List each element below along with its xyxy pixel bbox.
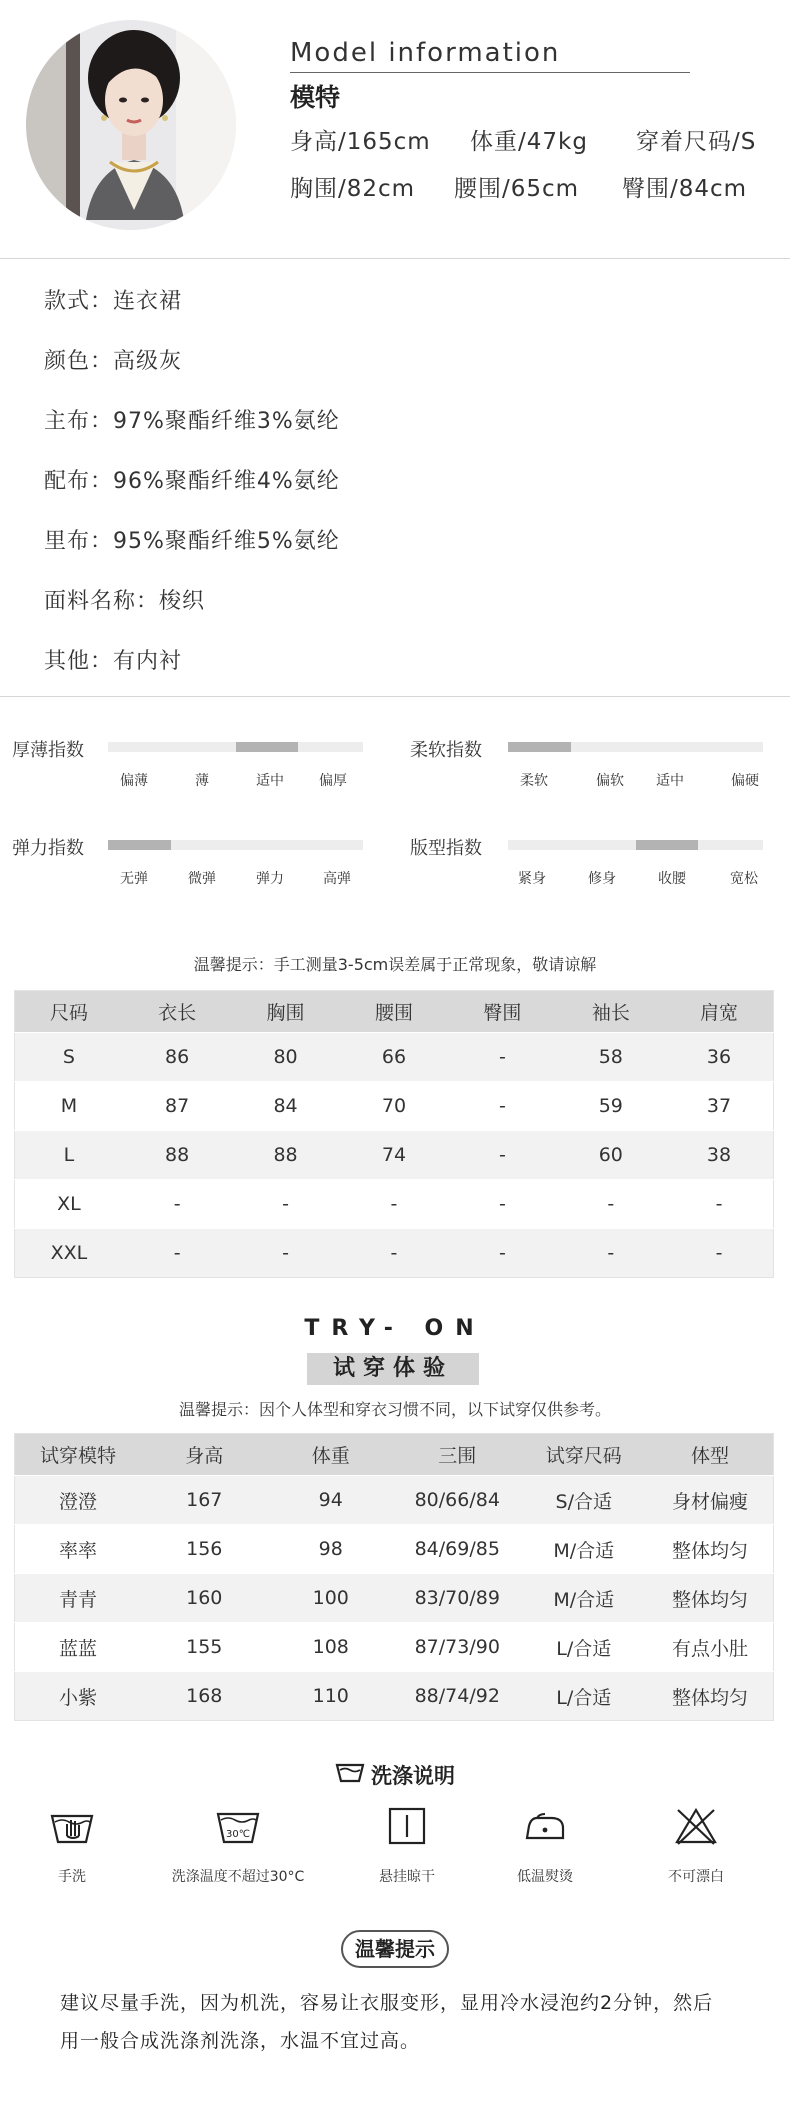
index-label: 版型指数 <box>410 838 482 859</box>
size-chart-tip: 温馨提示：手工测量3-5cm误差属于正常现象，敬请谅解 <box>193 955 597 974</box>
wash-basin-icon <box>335 1761 365 1790</box>
table-cell: 84/69/85 <box>394 1525 521 1574</box>
attribute-other: 其他：有内衬 <box>44 649 183 674</box>
notice-line: 用一般合成洗涤剂洗涤，水温不宜过高。 <box>60 2030 421 2052</box>
table-row <box>15 1623 774 1672</box>
table-cell: 86 <box>123 1033 231 1082</box>
index-tick: 柔软 <box>520 773 548 789</box>
table-cell: 156 <box>141 1525 268 1574</box>
table-cell: 66 <box>340 1033 448 1082</box>
table-header-row <box>15 991 774 1033</box>
index-marker <box>108 840 171 850</box>
table-cell: 整体均匀 <box>647 1672 774 1721</box>
table-cell: 有点小肚 <box>647 1623 774 1672</box>
no-bleach-icon <box>596 1806 790 1850</box>
column-header: 臀围 <box>448 991 556 1033</box>
index-track <box>108 742 363 752</box>
table-cell: 59 <box>557 1082 665 1131</box>
table-row <box>15 1033 774 1082</box>
table-cell: 108 <box>268 1623 395 1672</box>
table-cell: 小紫 <box>15 1672 142 1721</box>
table-cell: 整体均匀 <box>647 1525 774 1574</box>
index-tick: 偏薄 <box>120 773 148 789</box>
index-tick: 无弹 <box>120 871 148 887</box>
notice-line: 建议尽量手洗，因为机洗，容易让衣服变形，显用冷水浸泡约2分钟，然后 <box>60 1992 714 2014</box>
table-cell: - <box>448 1131 556 1180</box>
svg-text:30℃: 30℃ <box>226 1829 250 1840</box>
table-cell: - <box>448 1033 556 1082</box>
model-waist: 腰围/65cm <box>454 176 580 202</box>
table-cell: M <box>15 1082 123 1131</box>
index-tick: 高弹 <box>323 871 351 887</box>
table-cell: L <box>15 1131 123 1180</box>
index-tick: 适中 <box>656 773 684 789</box>
model-height: 身高/165cm <box>290 129 431 155</box>
table-cell: M/合适 <box>521 1574 648 1623</box>
table-cell: - <box>448 1229 556 1278</box>
index-tick: 微弹 <box>188 871 216 887</box>
index-track <box>508 840 763 850</box>
table-cell: 83/70/89 <box>394 1574 521 1623</box>
index-track <box>108 840 363 850</box>
index-label: 柔软指数 <box>410 740 482 761</box>
index-label: 厚薄指数 <box>12 740 84 761</box>
table-row <box>15 1525 774 1574</box>
tryon-table <box>14 1433 774 1721</box>
table-cell: 36 <box>665 1033 773 1082</box>
index-label: 弹力指数 <box>12 838 84 859</box>
washing-title: 洗涤说明 <box>371 1764 455 1788</box>
wash-label: 不可漂白 <box>668 1869 724 1885</box>
model-weight: 体重/47kg <box>470 129 588 155</box>
table-cell: 87/73/90 <box>394 1623 521 1672</box>
index-tick: 偏厚 <box>319 773 347 789</box>
attribute-style: 款式：连衣裙 <box>44 289 183 314</box>
model-name: 模特 <box>290 83 341 112</box>
model-bust: 胸围/82cm <box>290 176 416 202</box>
section-divider <box>0 258 790 259</box>
index-tick: 适中 <box>256 773 284 789</box>
wash-label: 洗涤温度不超过30°C <box>171 1869 305 1885</box>
table-cell: 蓝蓝 <box>15 1623 142 1672</box>
table-cell: 60 <box>557 1131 665 1180</box>
table-cell: L/合适 <box>521 1672 648 1721</box>
column-header: 胸围 <box>231 991 339 1033</box>
index-marker <box>236 742 299 752</box>
table-cell: S/合适 <box>521 1476 648 1525</box>
table-cell: - <box>231 1180 339 1229</box>
table-header-row <box>15 1434 774 1476</box>
table-cell: 80 <box>231 1033 339 1082</box>
attribute-fabric-name: 面料名称：梭织 <box>44 589 206 614</box>
table-cell: - <box>448 1082 556 1131</box>
table-cell: 110 <box>268 1672 395 1721</box>
notice-title: 温馨提示 <box>341 1930 449 1968</box>
table-cell: 率率 <box>15 1525 142 1574</box>
table-cell: 整体均匀 <box>647 1574 774 1623</box>
table-cell: 168 <box>141 1672 268 1721</box>
table-cell: 青青 <box>15 1574 142 1623</box>
model-hip: 臀围/84cm <box>622 176 748 202</box>
column-header: 身高 <box>141 1434 268 1476</box>
table-row <box>15 1229 774 1278</box>
table-row <box>15 1180 774 1229</box>
table-cell: 88/74/92 <box>394 1672 521 1721</box>
table-cell: 澄澄 <box>15 1476 142 1525</box>
wash-label: 低温熨烫 <box>517 1869 573 1885</box>
table-cell: 87 <box>123 1082 231 1131</box>
table-cell: 74 <box>340 1131 448 1180</box>
model-photo <box>26 20 236 230</box>
table-cell: - <box>340 1180 448 1229</box>
model-heading: Model information <box>290 38 561 68</box>
column-header: 三围 <box>394 1434 521 1476</box>
attribute-color: 颜色：高级灰 <box>44 349 183 374</box>
table-cell: S <box>15 1033 123 1082</box>
table-cell: 167 <box>141 1476 268 1525</box>
attribute-lining: 里布：95%聚酯纤维5%氨纶 <box>44 529 340 554</box>
washing-header <box>0 1760 790 1790</box>
table-cell: 88 <box>231 1131 339 1180</box>
column-header: 肩宽 <box>665 991 773 1033</box>
index-tick: 紧身 <box>518 871 546 887</box>
table-cell: 80/66/84 <box>394 1476 521 1525</box>
table-cell: - <box>665 1180 773 1229</box>
table-cell: XL <box>15 1180 123 1229</box>
attribute-main-fabric: 主布：97%聚酯纤维3%氨纶 <box>44 409 340 434</box>
index-tick: 薄 <box>195 773 209 789</box>
table-row <box>15 1131 774 1180</box>
attribute-secondary-fabric: 配布：96%聚酯纤维4%氨纶 <box>44 469 340 494</box>
table-cell: - <box>231 1229 339 1278</box>
table-cell: L/合适 <box>521 1623 648 1672</box>
index-marker <box>636 840 699 850</box>
notice-text <box>60 1984 740 2060</box>
table-cell: - <box>665 1229 773 1278</box>
table-row <box>15 1574 774 1623</box>
section-divider <box>0 696 790 697</box>
column-header: 袖长 <box>557 991 665 1033</box>
table-cell: 37 <box>665 1082 773 1131</box>
wash-label: 手洗 <box>58 1869 86 1885</box>
table-cell: 38 <box>665 1131 773 1180</box>
table-cell: - <box>557 1180 665 1229</box>
table-cell: M/合适 <box>521 1525 648 1574</box>
wash-label: 悬挂晾干 <box>379 1869 435 1885</box>
model-size-worn: 穿着尺码/S <box>636 129 757 155</box>
index-marker <box>508 742 571 752</box>
table-row <box>15 1082 774 1131</box>
index-tick: 修身 <box>588 871 616 887</box>
heading-rule <box>290 72 690 73</box>
size-chart-table <box>14 990 774 1278</box>
wash-item-no-bleach <box>596 1806 790 1886</box>
column-header: 衣长 <box>123 991 231 1033</box>
table-cell: 58 <box>557 1033 665 1082</box>
table-cell: - <box>340 1229 448 1278</box>
index-tick: 收腰 <box>658 871 686 887</box>
tryon-tip: 温馨提示：因个人体型和穿衣习惯不同，以下试穿仅供参考。 <box>178 1400 611 1419</box>
table-cell: 88 <box>123 1131 231 1180</box>
table-cell: 155 <box>141 1623 268 1672</box>
column-header: 体重 <box>268 1434 395 1476</box>
index-tick: 偏硬 <box>731 773 759 789</box>
column-header: 试穿尺码 <box>521 1434 648 1476</box>
index-tick: 弹力 <box>256 871 284 887</box>
column-header: 腰围 <box>340 991 448 1033</box>
table-cell: XXL <box>15 1229 123 1278</box>
table-cell: 身材偏瘦 <box>647 1476 774 1525</box>
table-cell: 160 <box>141 1574 268 1623</box>
index-track <box>508 742 763 752</box>
index-tick: 宽松 <box>730 871 758 887</box>
table-row <box>15 1672 774 1721</box>
table-cell: - <box>123 1180 231 1229</box>
table-cell: 84 <box>231 1082 339 1131</box>
tryon-title: TRY- ON <box>304 1316 486 1341</box>
tryon-subtitle: 试穿体验 <box>307 1353 479 1385</box>
table-cell: 94 <box>268 1476 395 1525</box>
model-info-section <box>0 0 790 260</box>
table-cell: - <box>123 1229 231 1278</box>
table-row <box>15 1476 774 1525</box>
table-cell: - <box>557 1229 665 1278</box>
table-cell: 98 <box>268 1525 395 1574</box>
column-header: 体型 <box>647 1434 774 1476</box>
column-header: 尺码 <box>15 991 123 1033</box>
table-cell: 70 <box>340 1082 448 1131</box>
column-header: 试穿模特 <box>15 1434 142 1476</box>
table-cell: - <box>448 1180 556 1229</box>
index-tick: 偏软 <box>596 773 624 789</box>
table-cell: 100 <box>268 1574 395 1623</box>
